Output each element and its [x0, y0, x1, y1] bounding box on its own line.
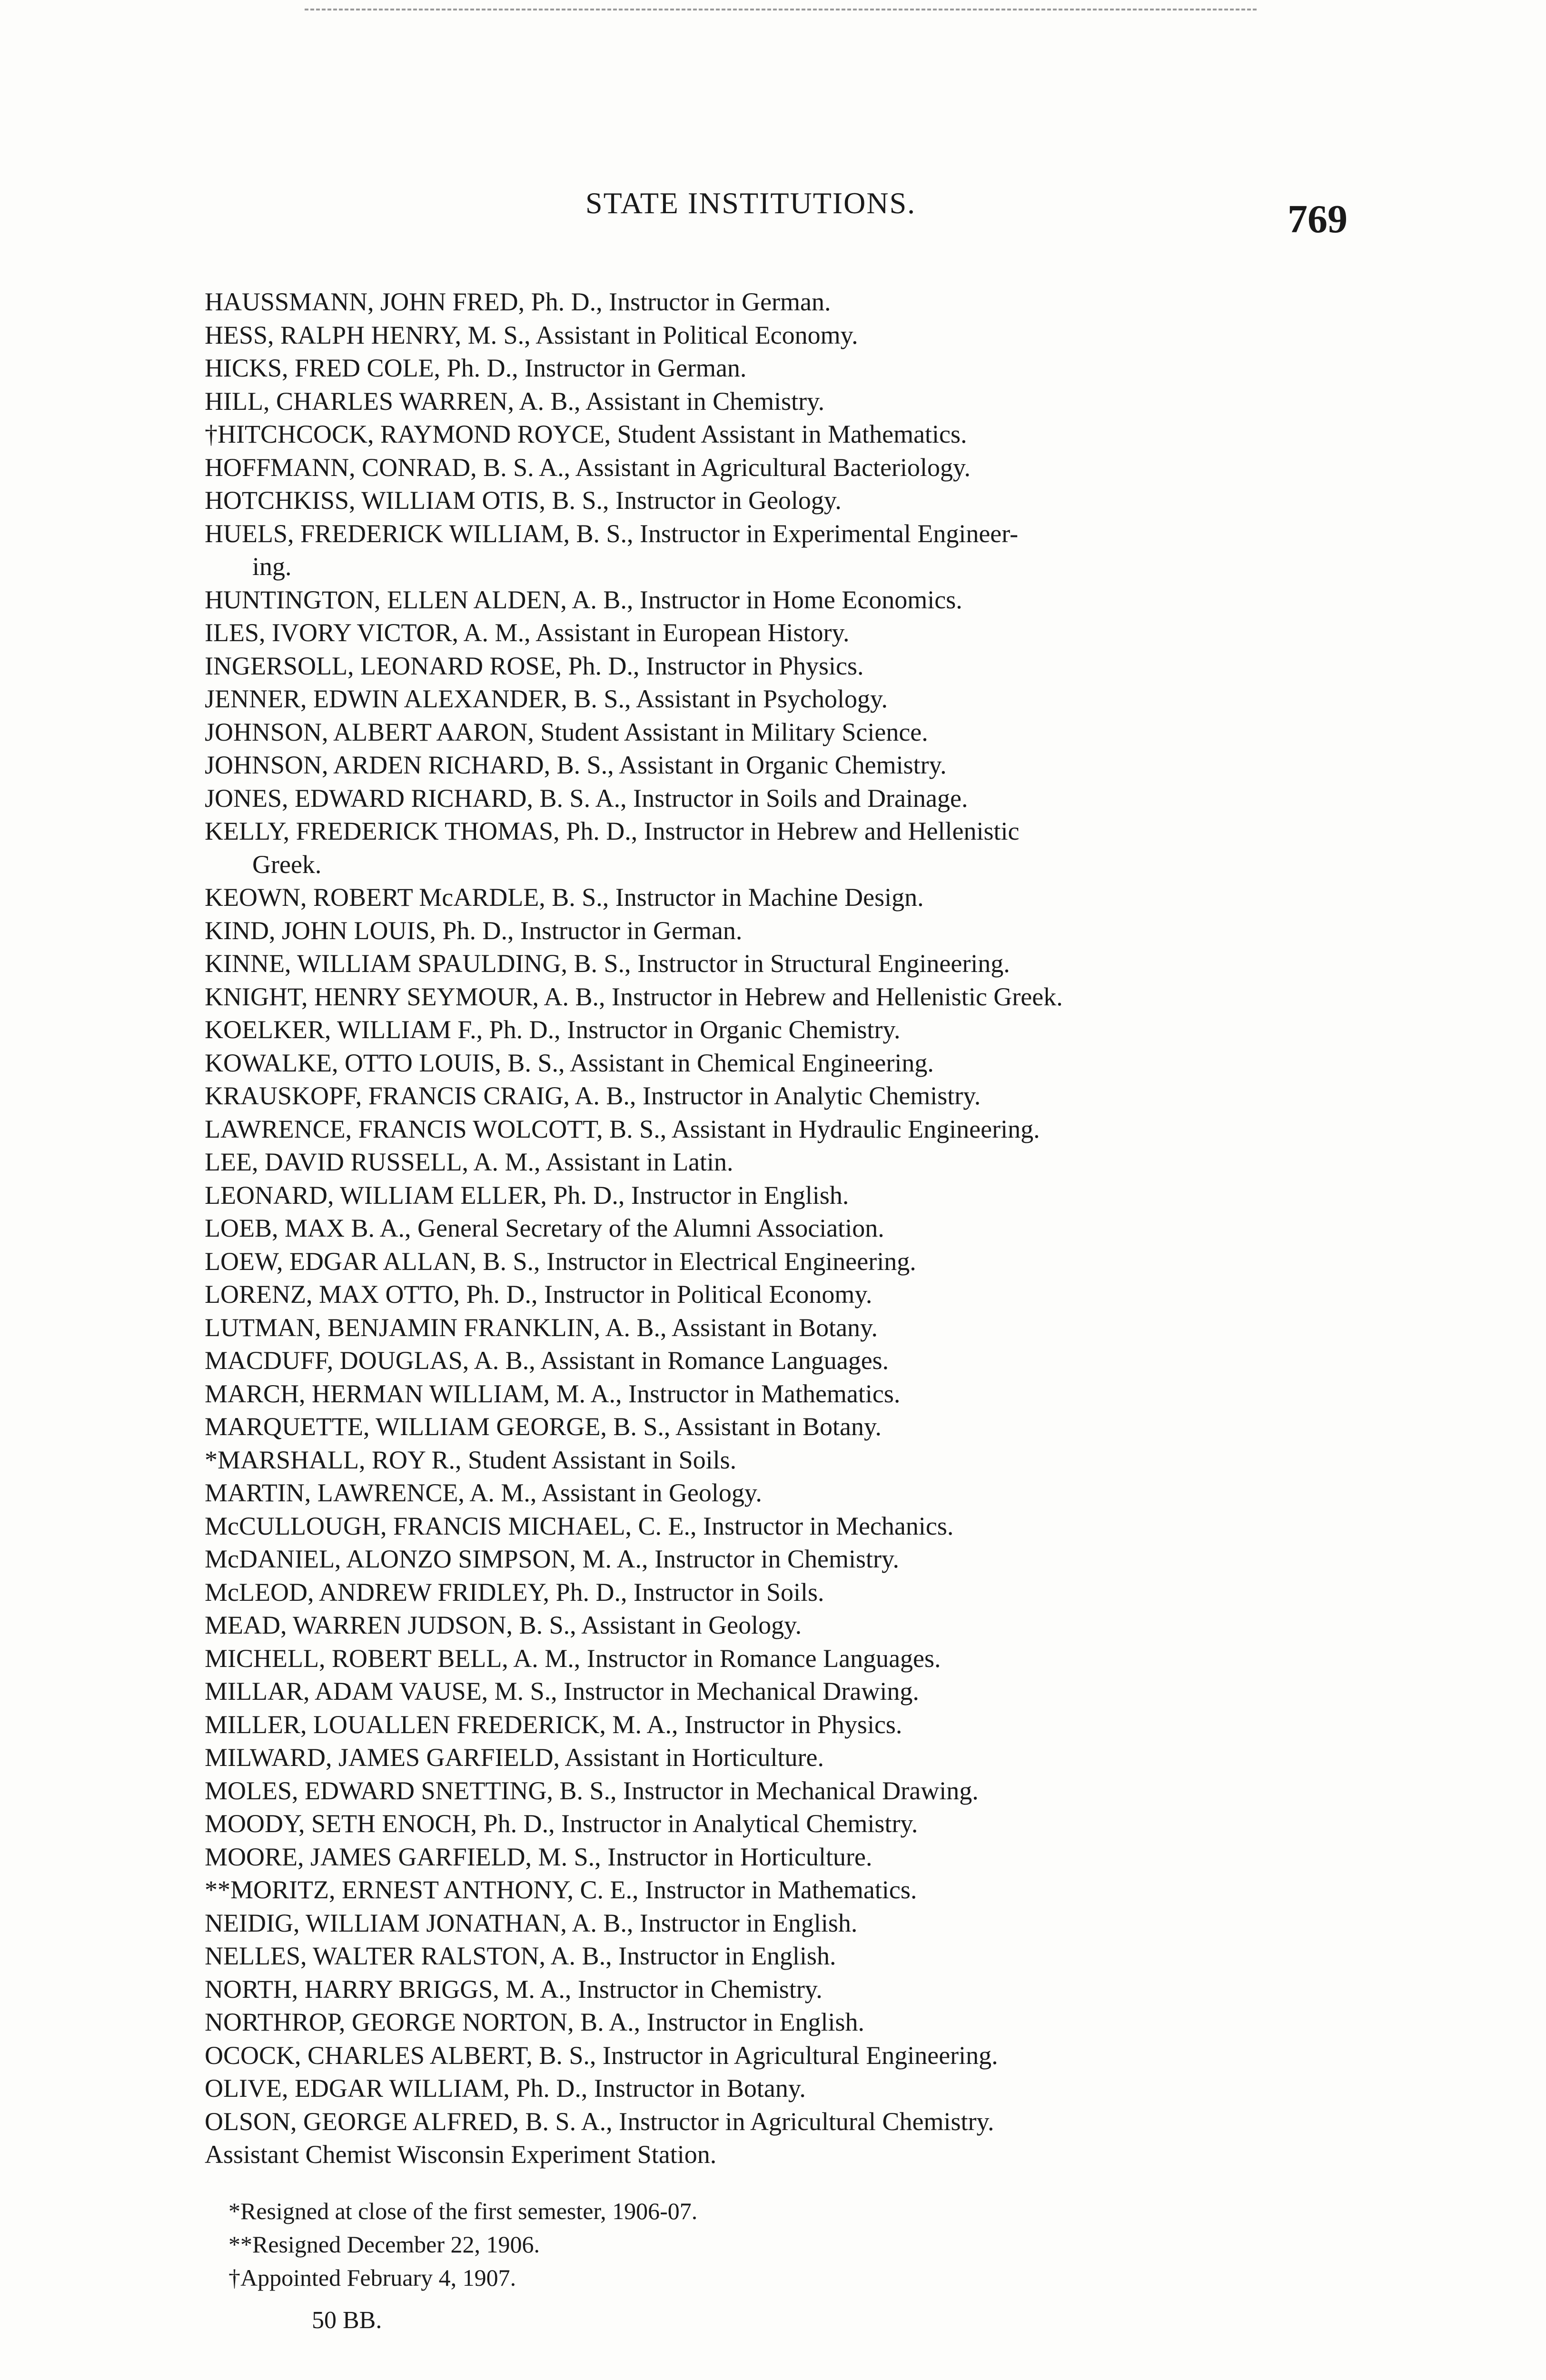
staff-entry: JONES, EDWARD RICHARD, B. S. A., Instructor in Soils and Drainage.	[205, 783, 968, 813]
staff-entry: †HITCHCOCK, RAYMOND ROYCE, Student Assistant in Mathematics.	[205, 420, 967, 448]
staff-entry: JOHNSON, ALBERT AARON, Student Assistant in Military Science.	[205, 717, 928, 746]
page-number: 769	[1288, 197, 1348, 241]
staff-entry: MACDUFF, DOUGLAS, A. B., Assistant in Romance Languages.	[205, 1346, 889, 1375]
entry-continuation: ing.	[252, 552, 292, 581]
entry-continuation: Greek.	[252, 850, 322, 879]
staff-entry: MARQUETTE, WILLIAM GEORGE, B. S., Assistant in Botany.	[205, 1412, 882, 1441]
staff-entry: KRAUSKOPF, FRANCIS CRAIG, A. B., Instructor in Analytic Chemistry.	[205, 1081, 981, 1110]
staff-entry: HICKS, FRED COLE, Ph. D., Instructor in German.	[205, 354, 747, 382]
staff-entry: NORTHROP, GEORGE NORTON, B. A., Instructor in English.	[205, 2008, 865, 2036]
staff-entry: OLSON, GEORGE ALFRED, B. S. A., Instructor in Agricultural Chemistry.	[205, 2107, 994, 2136]
staff-entry: KEOWN, ROBERT McARDLE, B. S., Instructor in Machine Design.	[205, 883, 924, 912]
staff-entry: MOLES, EDWARD SNETTING, B. S., Instructor in Mechanical Drawing.	[205, 1776, 979, 1805]
staff-entry: HILL, CHARLES WARREN, A. B., Assistant in Chemistry.	[205, 387, 825, 416]
staff-entry: HESS, RALPH HENRY, M. S., Assistant in Political Economy.	[205, 320, 858, 349]
staff-entry: HUELS, FREDERICK WILLIAM, B. S., Instructor in Experimental Engineer-	[205, 519, 1019, 548]
staff-entry: HUNTINGTON, ELLEN ALDEN, A. B., Instructor in Home Economics.	[205, 585, 962, 614]
top-rule	[305, 9, 1257, 10]
staff-entry: LORENZ, MAX OTTO, Ph. D., Instructor in Political Economy.	[205, 1280, 872, 1309]
staff-entry: NEIDIG, WILLIAM JONATHAN, A. B., Instructor in English.	[205, 1908, 858, 1937]
staff-entry: MILWARD, JAMES GARFIELD, Assistant in Horticulture.	[205, 1743, 824, 1772]
staff-entry: MOODY, SETH ENOCH, Ph. D., Instructor in Analytical Chemistry.	[205, 1809, 918, 1838]
footnote: *Resigned at close of the first semester, 1906-07.	[228, 2198, 698, 2224]
footnote: †Appointed February 4, 1907.	[228, 2264, 516, 2291]
staff-entry: HAUSSMANN, JOHN FRED, Ph. D., Instructor in German.	[205, 288, 831, 316]
staff-entry: JENNER, EDWIN ALEXANDER, B. S., Assistant in Psychology.	[205, 684, 888, 713]
staff-entry: NELLES, WALTER RALSTON, A. B., Instructor in English.	[205, 1942, 836, 1970]
staff-entry: MILLAR, ADAM VAUSE, M. S., Instructor in Mechanical Drawing.	[205, 1677, 919, 1706]
staff-entry: OLIVE, EDGAR WILLIAM, Ph. D., Instructor in Botany.	[205, 2074, 806, 2102]
staff-entry: KINNE, WILLIAM SPAULDING, B. S., Instructor in Structural Engineering.	[205, 949, 1010, 978]
signature-mark: 50 BB.	[312, 2307, 382, 2334]
staff-entry: MICHELL, ROBERT BELL, A. M., Instructor in Romance Languages.	[205, 1644, 941, 1673]
staff-entry: *MARSHALL, ROY R., Student Assistant in Soils.	[205, 1445, 737, 1474]
staff-entry: MARTIN, LAWRENCE, A. M., Assistant in Geology.	[205, 1478, 762, 1507]
staff-entry: McDANIEL, ALONZO SIMPSON, M. A., Instructor in Chemistry.	[205, 1545, 899, 1573]
staff-entry: LEE, DAVID RUSSELL, A. M., Assistant in Latin.	[205, 1148, 733, 1176]
staff-entry: HOFFMANN, CONRAD, B. S. A., Assistant in Agricultural Bacteriology.	[205, 453, 971, 482]
staff-entry: LOEB, MAX B. A., General Secretary of the Alumni Association.	[205, 1214, 884, 1242]
footnote: **Resigned December 22, 1906.	[228, 2231, 540, 2258]
staff-entry: JOHNSON, ARDEN RICHARD, B. S., Assistant in Organic Chemistry.	[205, 751, 947, 779]
staff-entry: KIND, JOHN LOUIS, Ph. D., Instructor in German.	[205, 916, 743, 945]
staff-entry: NORTH, HARRY BRIGGS, M. A., Instructor in Chemistry.	[205, 1974, 823, 2003]
staff-entry: MILLER, LOUALLEN FREDERICK, M. A., Instructor in Physics.	[205, 1710, 902, 1739]
staff-entry: McCULLOUGH, FRANCIS MICHAEL, C. E., Instructor in Mechanics.	[205, 1511, 954, 1540]
staff-entry: MOORE, JAMES GARFIELD, M. S., Instructor in Horticulture.	[205, 1842, 872, 1871]
staff-entry: **MORITZ, ERNEST ANTHONY, C. E., Instructor in Mathematics.	[205, 1875, 917, 1904]
staff-entry: MARCH, HERMAN WILLIAM, M. A., Instructor in Mathematics.	[205, 1379, 901, 1408]
staff-entry: LAWRENCE, FRANCIS WOLCOTT, B. S., Assistant in Hydraulic Engineering.	[205, 1114, 1040, 1143]
staff-entry: HOTCHKISS, WILLIAM OTIS, B. S., Instructor in Geology.	[205, 486, 842, 515]
staff-entry: OCOCK, CHARLES ALBERT, B. S., Instructor in Agricultural Engineering.	[205, 2041, 998, 2070]
footnotes	[228, 2194, 697, 2294]
running-head: STATE INSTITUTIONS.	[585, 186, 916, 220]
staff-entry: INGERSOLL, LEONARD ROSE, Ph. D., Instructor in Physics.	[205, 651, 864, 680]
staff-entry: LEONARD, WILLIAM ELLER, Ph. D., Instructor in English.	[205, 1180, 849, 1210]
staff-entry: KOWALKE, OTTO LOUIS, B. S., Assistant in Chemical Engineering.	[205, 1048, 934, 1077]
staff-entry: McLEOD, ANDREW FRIDLEY, Ph. D., Instructor in Soils.	[205, 1577, 824, 1606]
staff-list	[205, 286, 1371, 2172]
staff-entry: KOELKER, WILLIAM F., Ph. D., Instructor in Organic Chemistry.	[205, 1015, 901, 1044]
staff-entry: KNIGHT, HENRY SEYMOUR, A. B., Instructor in Hebrew and Hellenistic Greek.	[205, 982, 1063, 1011]
staff-entry: KELLY, FREDERICK THOMAS, Ph. D., Instructor in Hebrew and Hellenistic	[205, 817, 1020, 845]
staff-entry: Assistant Chemist Wisconsin Experiment Station.	[205, 2140, 717, 2169]
staff-entry: MEAD, WARREN JUDSON, B. S., Assistant in Geology.	[205, 1611, 802, 1639]
staff-entry: LOEW, EDGAR ALLAN, B. S., Instructor in Electrical Engineering.	[205, 1247, 916, 1276]
staff-entry: ILES, IVORY VICTOR, A. M., Assistant in European History.	[205, 618, 850, 647]
staff-entry: LUTMAN, BENJAMIN FRANKLIN, A. B., Assistant in Botany.	[205, 1313, 878, 1342]
